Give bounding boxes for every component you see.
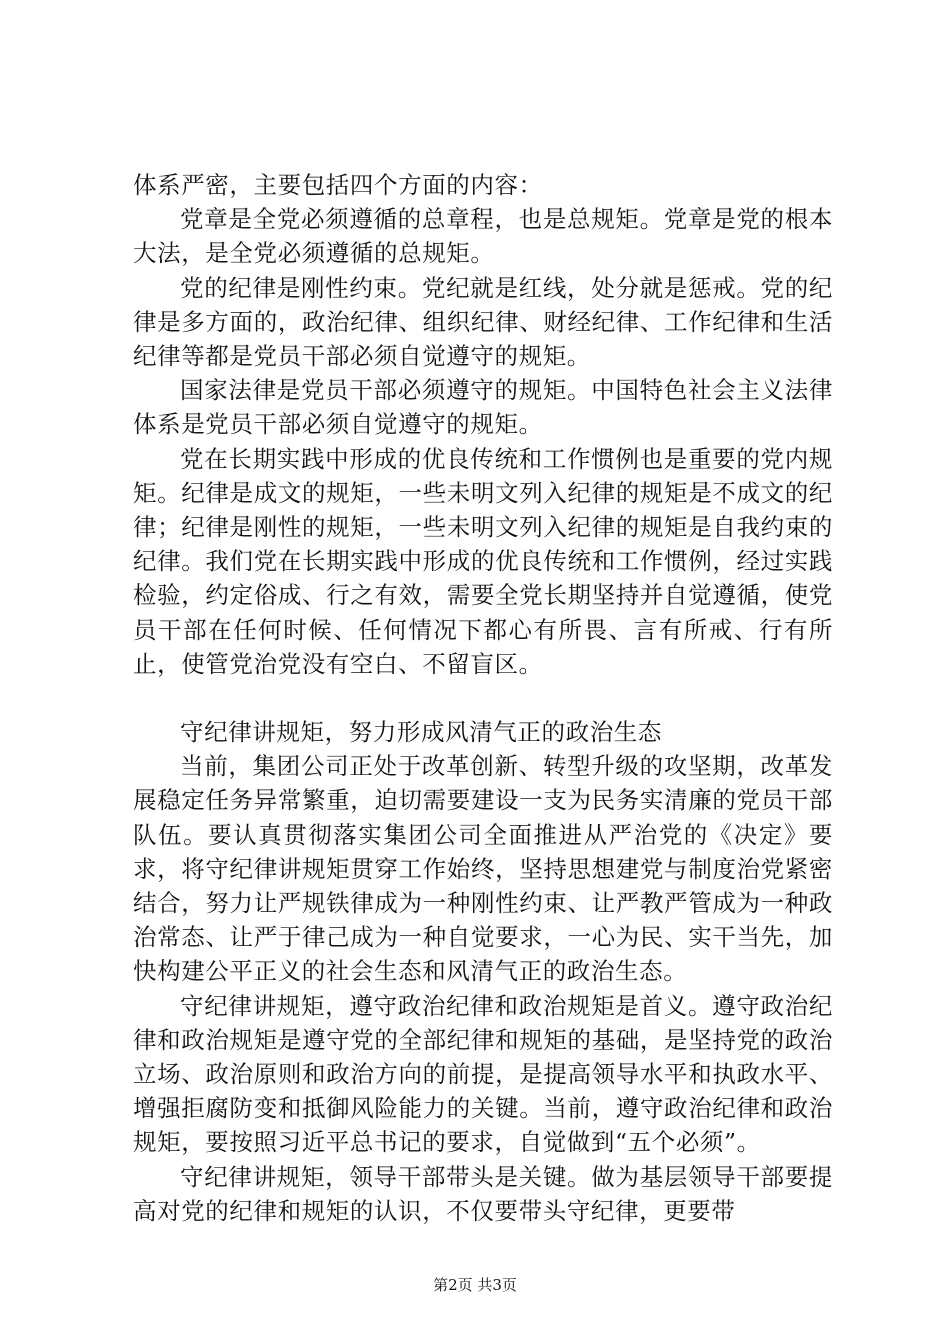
paragraph-continuation: 体系严密，主要包括四个方面的内容： [133, 171, 543, 199]
paragraph-national-law: 国家法律是党员干部必须遵守的规矩。中国特色社会主义法律体系是党员干部必须自觉遵守的规矩。 [133, 376, 833, 439]
paragraph-gap [133, 681, 833, 715]
paragraph-traditions: 党在长期实践中形成的优良传统和工作惯例也是重要的党内规矩。纪律是成文的规矩，一些未明文列入纪律的规矩是不成文的纪律；纪律是刚性的规矩，一些未明文列入纪律的规矩是自我约束的纪律。我们党在长期实践中形成的优良传统和工作惯例，经过实践检验，约定俗成、行之有效，需要全党长期坚持并自觉遵循，使党员干部在任何时候、任何情况下都心有所畏、言有所戒、行有所止，使管党治党没有空白、不留盲区。 [133, 444, 833, 678]
paragraph-party-constitution: 党章是全党必须遵循的总章程，也是总规矩。党章是党的根本大法，是全党必须遵循的总规矩。 [133, 205, 833, 268]
paragraph-political-discipline: 守纪律讲规矩，遵守政治纪律和政治规矩是首义。遵守政治纪律和政治规矩是遵守党的全部纪律和规矩的基础，是坚持党的政治立场、政治原则和政治方向的前提，是提高领导水平和执政水平、增强拒腐防变和抵御风险能力的关键。当前，遵守政治纪律和政治规矩，要按照习近平总书记的要求，自觉做到“五个必须”。 [133, 991, 833, 1157]
paragraph-current-situation: 当前，集团公司正处于改革创新、转型升级的攻坚期，改革发展稳定任务异常繁重，迫切需要建设一支为民务实清廉的党员干部队伍。要认真贯彻落实集团公司全面推进从严治党的《决定》要求，将守纪律讲规矩贯穿工作始终，坚持思想建党与制度治党紧密结合，努力让严规铁律成为一种刚性约束、让严教严管成为一种政治常态、让严于律己成为一种自觉要求，一心为民、实干当先，加快构建公平正义的社会生态和风清气正的政治生态。 [133, 752, 833, 986]
section-heading: 守纪律讲规矩，努力形成风清气正的政治生态 [180, 718, 662, 747]
page-footer: 第2页 共3页 [433, 1276, 517, 1294]
paragraph-leaders-lead: 守纪律讲规矩，领导干部带头是关键。做为基层领导干部要提高对党的纪律和规矩的认识，不仅要带头守纪律，更要带 [133, 1162, 833, 1225]
document-body [133, 168, 833, 1228]
paragraph-party-discipline: 党的纪律是刚性约束。党纪就是红线，处分就是惩戒。党的纪律是多方面的，政治纪律、组织纪律、财经纪律、工作纪律和生活纪律等都是党员干部必须自觉遵守的规矩。 [133, 273, 833, 371]
